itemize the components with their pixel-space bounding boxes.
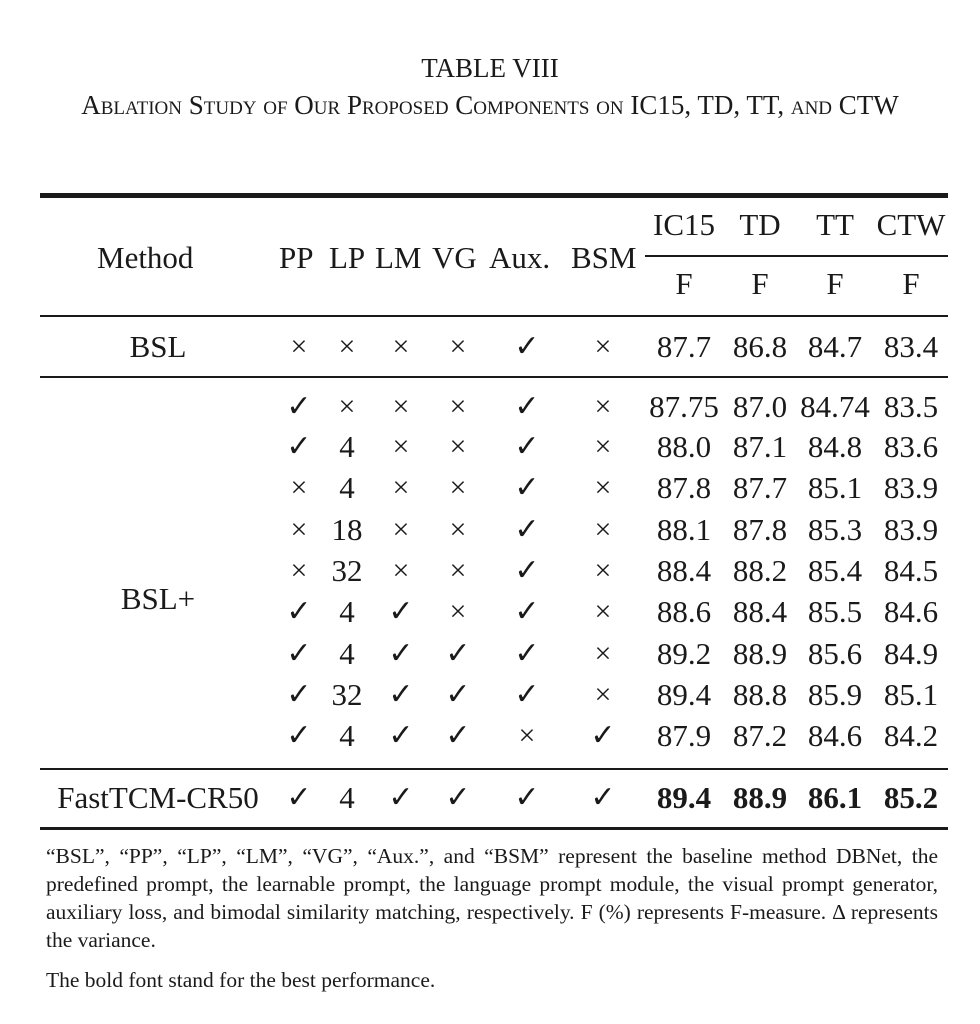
check-mark: ✓ xyxy=(514,390,540,423)
top-rule xyxy=(40,193,948,198)
header-method: Method xyxy=(97,240,194,275)
score-tt: 86.1 xyxy=(807,780,863,815)
header-component-bsm: BSM xyxy=(571,240,637,275)
check-mark: ✓ xyxy=(388,595,414,628)
score-tt: 85.6 xyxy=(807,636,863,671)
check-mark: ✓ xyxy=(445,781,471,814)
score-ctw: 83.6 xyxy=(883,429,939,464)
check-mark: ✓ xyxy=(286,781,312,814)
cross-mark: × xyxy=(392,430,410,463)
cross-mark: × xyxy=(518,719,536,752)
prompt-length: 4 xyxy=(339,780,355,815)
check-mark: ✓ xyxy=(514,513,540,546)
score-ic15: 89.4 xyxy=(656,780,712,815)
score-ctw: 84.6 xyxy=(883,594,939,629)
score-tt: 84.6 xyxy=(807,718,863,753)
check-mark: ✓ xyxy=(286,719,312,752)
final-rule xyxy=(40,768,948,770)
check-mark: ✓ xyxy=(514,471,540,504)
header-dataset-ctw: CTW xyxy=(876,207,946,242)
check-mark: ✓ xyxy=(388,719,414,752)
check-mark: ✓ xyxy=(514,781,540,814)
score-td: 88.9 xyxy=(732,780,788,815)
table-footnote-last: The bold font stand for the best performance. xyxy=(46,968,436,992)
score-td: 88.2 xyxy=(732,553,788,588)
cross-mark: × xyxy=(290,554,308,587)
cross-mark: × xyxy=(594,637,612,670)
header-component-vg: VG xyxy=(432,240,477,275)
score-ctw: 84.9 xyxy=(883,636,939,671)
header-component-aux: Aux. xyxy=(489,240,551,275)
header-dataset-td: TD xyxy=(739,207,781,242)
check-mark: ✓ xyxy=(514,678,540,711)
table-title: Ablation Study of Our Proposed Components on IC15, TD, TT, and CTW xyxy=(81,90,899,120)
header-dataset-ic15: IC15 xyxy=(653,207,715,242)
cross-mark: × xyxy=(290,330,308,363)
cross-mark: × xyxy=(338,390,356,423)
cross-mark: × xyxy=(449,330,467,363)
score-ic15: 89.4 xyxy=(656,677,712,712)
check-mark: ✓ xyxy=(286,390,312,423)
score-td: 87.0 xyxy=(732,389,788,424)
score-ctw: 85.1 xyxy=(883,677,939,712)
score-td: 88.9 xyxy=(732,636,788,671)
cross-mark: × xyxy=(290,471,308,504)
table-number: TABLE VIII xyxy=(421,53,559,83)
score-ic15: 87.8 xyxy=(656,470,712,505)
cross-mark: × xyxy=(594,471,612,504)
score-tt: 85.9 xyxy=(807,677,863,712)
prompt-length: 4 xyxy=(339,636,355,671)
check-mark: ✓ xyxy=(388,637,414,670)
check-mark: ✓ xyxy=(514,330,540,363)
bsl-rule xyxy=(40,376,948,378)
score-td: 87.1 xyxy=(732,429,788,464)
cross-mark: × xyxy=(594,678,612,711)
score-tt: 84.8 xyxy=(807,429,863,464)
score-ic15: 88.0 xyxy=(656,429,712,464)
score-td: 87.8 xyxy=(732,512,788,547)
check-mark: ✓ xyxy=(286,430,312,463)
prompt-length: 4 xyxy=(339,718,355,753)
score-ic15: 88.4 xyxy=(656,553,712,588)
header-component-lp: LP xyxy=(329,240,366,275)
header-metric-f: F xyxy=(826,266,844,301)
check-mark: ✓ xyxy=(286,595,312,628)
header-metric-f: F xyxy=(675,266,693,301)
check-mark: ✓ xyxy=(286,678,312,711)
cross-mark: × xyxy=(449,513,467,546)
check-mark: ✓ xyxy=(445,678,471,711)
score-td: 86.8 xyxy=(732,329,788,364)
prompt-length: 32 xyxy=(331,677,363,712)
score-ic15: 87.9 xyxy=(656,718,712,753)
method-bsl-plus: BSL+ xyxy=(120,581,196,616)
cross-mark: × xyxy=(449,554,467,587)
cross-mark: × xyxy=(594,430,612,463)
check-mark: ✓ xyxy=(590,719,616,752)
score-ic15: 87.75 xyxy=(649,389,719,424)
cross-mark: × xyxy=(594,554,612,587)
score-td: 87.2 xyxy=(732,718,788,753)
score-tt: 84.7 xyxy=(807,329,863,364)
score-ic15: 87.7 xyxy=(656,329,712,364)
prompt-length: 4 xyxy=(339,470,355,505)
cross-mark: × xyxy=(449,471,467,504)
method-bsl: BSL xyxy=(129,329,187,364)
cross-mark: × xyxy=(392,554,410,587)
score-ctw: 83.9 xyxy=(883,470,939,505)
score-ic15: 88.1 xyxy=(656,512,712,547)
score-tt: 85.5 xyxy=(807,594,863,629)
score-td: 88.4 xyxy=(732,594,788,629)
cross-mark: × xyxy=(290,513,308,546)
header-metric-f: F xyxy=(751,266,769,301)
cross-mark: × xyxy=(449,595,467,628)
score-ctw: 83.4 xyxy=(883,329,939,364)
header-rule xyxy=(40,315,948,317)
score-ctw: 85.2 xyxy=(883,780,939,815)
score-td: 88.8 xyxy=(732,677,788,712)
prompt-length: 32 xyxy=(331,553,363,588)
check-mark: ✓ xyxy=(445,637,471,670)
prompt-length: 4 xyxy=(339,429,355,464)
score-ctw: 84.2 xyxy=(883,718,939,753)
score-ctw: 83.9 xyxy=(883,512,939,547)
check-mark: ✓ xyxy=(286,637,312,670)
score-tt: 84.74 xyxy=(800,389,870,424)
check-mark: ✓ xyxy=(514,595,540,628)
check-mark: ✓ xyxy=(514,430,540,463)
score-ic15: 88.6 xyxy=(656,594,712,629)
check-mark: ✓ xyxy=(590,781,616,814)
cross-mark: × xyxy=(594,513,612,546)
cross-mark: × xyxy=(392,330,410,363)
prompt-length: 18 xyxy=(331,512,363,547)
score-tt: 85.3 xyxy=(807,512,863,547)
method-fasttcm-cr50: FastTCM-CR50 xyxy=(57,780,259,815)
header-component-pp: PP xyxy=(279,240,314,275)
prompt-length: 4 xyxy=(339,594,355,629)
score-tt: 85.4 xyxy=(807,553,863,588)
score-ctw: 83.5 xyxy=(883,389,939,424)
header-component-lm: LM xyxy=(375,240,422,275)
score-ctw: 84.5 xyxy=(883,553,939,588)
check-mark: ✓ xyxy=(514,637,540,670)
score-ic15: 89.2 xyxy=(656,636,712,671)
cross-mark: × xyxy=(392,513,410,546)
cross-mark: × xyxy=(594,595,612,628)
header-dataset-tt: TT xyxy=(816,207,854,242)
check-mark: ✓ xyxy=(388,678,414,711)
check-mark: ✓ xyxy=(445,719,471,752)
table-footnote: “BSL”, “PP”, “LP”, “LM”, “VG”, “Aux.”, and “BSM” represent the baseline method DBNet, the predefined prompt, the learnable prompt, the language prompt module, the visual prompt generator, auxiliary loss, and bimodal similarity matching, respectively. F (%) represents F-measure. Δ represents the variance. xyxy=(46,844,938,952)
cross-mark: × xyxy=(392,390,410,423)
check-mark: ✓ xyxy=(514,554,540,587)
cross-mark: × xyxy=(449,430,467,463)
header-metric-f: F xyxy=(902,266,920,301)
cross-mark: × xyxy=(392,471,410,504)
bottom-rule xyxy=(40,827,948,830)
header-sub-rule xyxy=(645,255,948,257)
check-mark: ✓ xyxy=(388,781,414,814)
cross-mark: × xyxy=(338,330,356,363)
cross-mark: × xyxy=(594,330,612,363)
cross-mark: × xyxy=(449,390,467,423)
cross-mark: × xyxy=(594,390,612,423)
score-tt: 85.1 xyxy=(807,470,863,505)
score-td: 87.7 xyxy=(732,470,788,505)
